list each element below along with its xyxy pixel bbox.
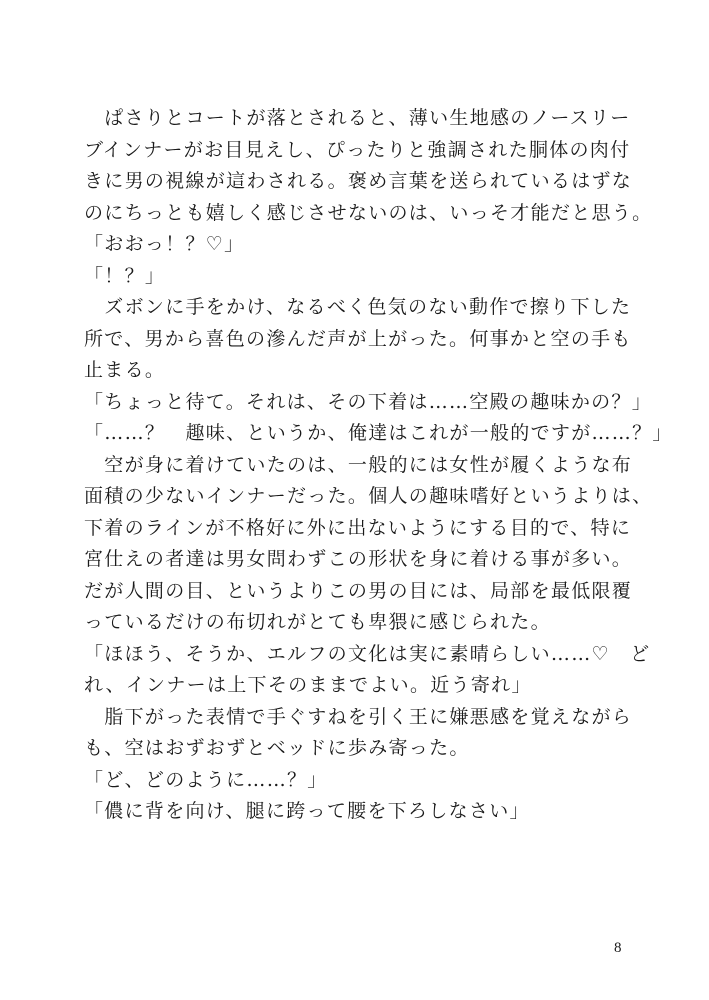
text-line: も、空はおずおずとベッドに歩み寄った。 (84, 737, 470, 759)
dialogue-line: 「……？ 趣味、というか、俺達はこれが一般的ですが……？」 (84, 422, 673, 444)
text-line: 止まる。 (84, 359, 166, 381)
text-line: ズボンに手をかけ、なるべく色気のない動作で擦り下した (84, 296, 632, 318)
text-line: ブインナーがお目見えし、ぴったりと強調された胴体の肉付 (84, 138, 631, 161)
text-line: ぱさりとコートが落とされると、薄い生地感のノースリー (84, 107, 631, 129)
text-line: 空が身に着けていたのは、一般的には女性が履くような布 (84, 453, 633, 476)
dialogue-line: 「ちょっと待て。それは、その下着は……空殿の趣味かの？」 (84, 390, 653, 413)
dialogue-line: 「ど、どのように……？」 (84, 768, 328, 791)
text-line: のにちっとも嬉しく感じさせないのは、いっそ才能だと思う。 (84, 201, 653, 224)
text-line: だが人間の目、というよりこの男の目には、局部を最低限覆 (84, 579, 633, 602)
text-line: きに男の視線が這わされる。褒め言葉を送られているはずな (84, 170, 633, 192)
text-line: 所で、男から喜色の滲んだ声が上がった。何事かと空の手も (84, 327, 632, 350)
page-number: 8 (614, 940, 622, 956)
text-line: 下着のラインが不格好に外に出ないようにする目的で、特に (84, 516, 632, 539)
text-line: 面積の少ないインナーだった。個人の趣味嗜好というよりは、 (84, 485, 653, 507)
text-line: っているだけの布切れがとても卑猥に感じられた。 (84, 611, 551, 633)
dialogue-line: 「！？」 (84, 264, 166, 287)
dialogue-line: れ、インナーは上下そのままでよい。近う寄れ」 (84, 674, 532, 696)
dialogue-line: 「おおっ！？♡」 (84, 233, 245, 255)
body-text (84, 103, 673, 828)
dialogue-line: 「ほほう、そうか、エルフの文化は実に素晴らしい……♡ ど (84, 642, 651, 665)
text-line: 宮仕えの者達は男女問わずこの形状を身に着ける事が多い。 (84, 548, 633, 570)
dialogue-line: 「儂に背を向け、腿に跨って腰を下ろしなさい」 (84, 800, 530, 822)
text-line: 脂下がった表情で手ぐすねを引く王に嫌悪感を覚えながら (84, 705, 633, 728)
